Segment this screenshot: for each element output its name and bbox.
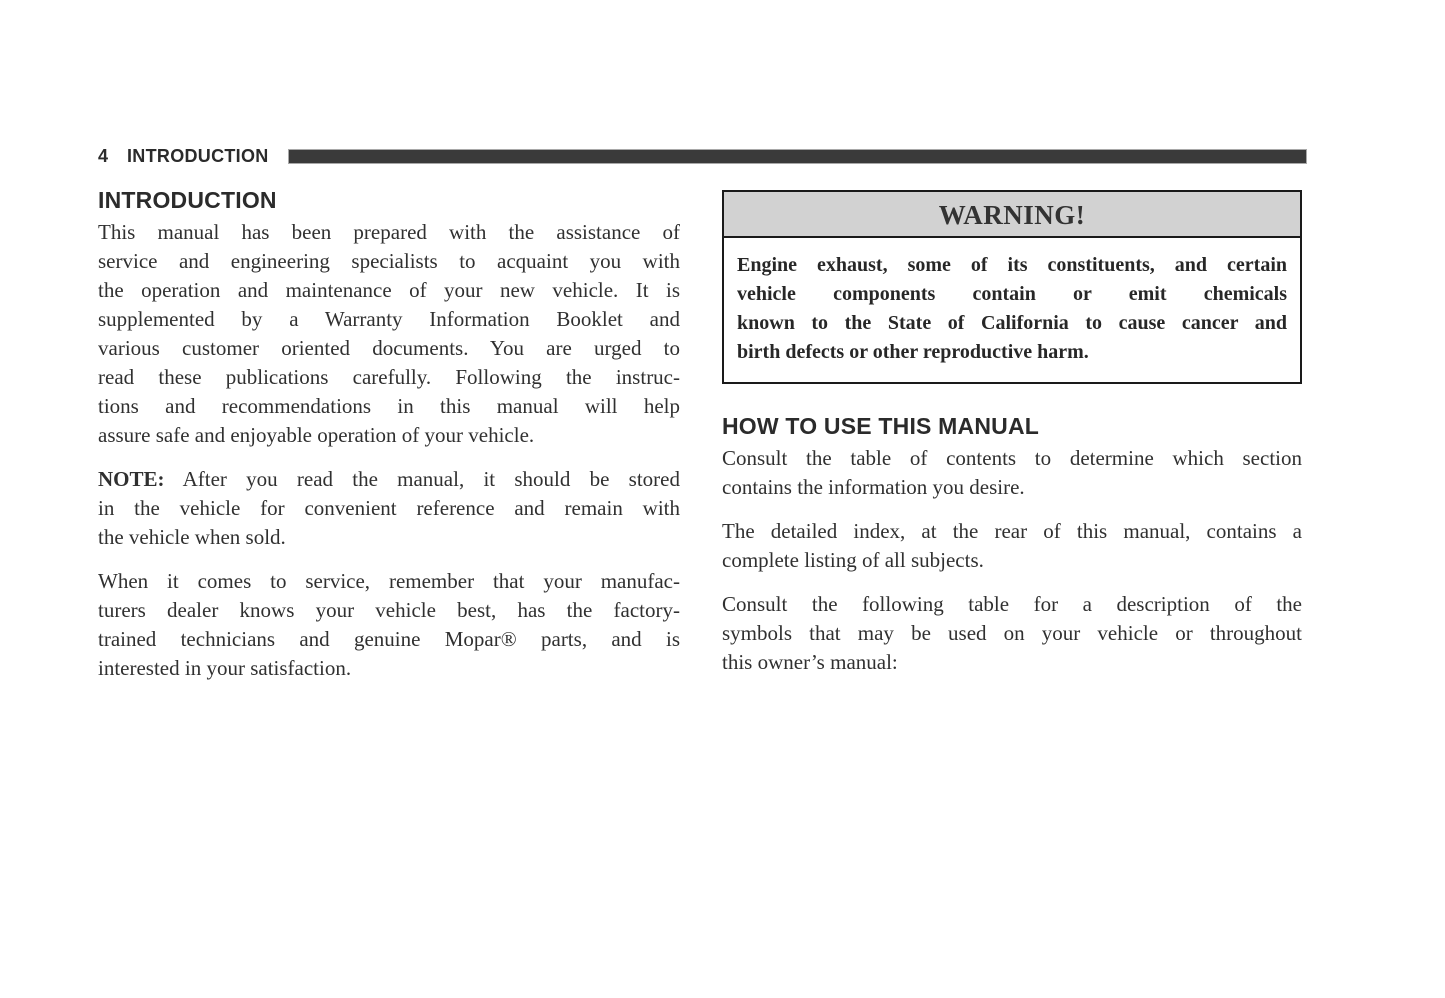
text-line: supplemented by a Warranty Information Booklet and — [98, 307, 680, 331]
text-line: trained technicians and genuine Mopar® parts, and is — [98, 627, 680, 651]
how-to-use-heading: HOW TO USE THIS MANUAL — [722, 413, 1040, 439]
right-column — [722, 190, 1302, 692]
page-number: 4 — [98, 146, 109, 166]
text-line: tions and recommendations in this manual will help — [98, 394, 680, 418]
text-line: Engine exhaust, some of its constituents, and certain — [737, 254, 1287, 276]
text-line: Consult the following table for a description of the — [722, 592, 1302, 616]
text-line: service and engineering specialists to acquaint you with — [98, 249, 680, 273]
text-line: vehicle components contain or emit chemicals — [737, 283, 1287, 305]
text-line: interested in your satisfaction. — [98, 656, 352, 680]
text-line: This manual has been prepared with the assistance of — [98, 220, 680, 244]
header-section-title: INTRODUCTION — [127, 146, 269, 166]
text-line: known to the State of California to cause cancer and — [737, 312, 1287, 334]
warning-title: WARNING! — [724, 192, 1300, 238]
text-line: The detailed index, at the rear of this manual, contains a — [722, 519, 1302, 543]
note-paragraph — [98, 465, 680, 552]
text-line: Consult the table of contents to determine which section — [722, 446, 1302, 470]
how-to-use-paragraph-3 — [722, 590, 1302, 677]
text-line: in the vehicle for convenient reference and remain with — [98, 496, 680, 520]
left-column — [98, 189, 680, 698]
how-to-use-paragraph-2 — [722, 517, 1302, 575]
introduction-heading: INTRODUCTION — [98, 187, 277, 213]
text-line: this owner’s manual: — [722, 650, 898, 674]
text-line: symbols that may be used on your vehicle or throughout — [722, 621, 1302, 645]
how-to-use-paragraph-1 — [722, 444, 1302, 502]
text-line: various customer oriented documents. You are urged to — [98, 336, 680, 360]
warning-body-text — [724, 238, 1300, 382]
text-line: contains the information you desire. — [722, 475, 1025, 499]
service-paragraph — [98, 567, 680, 683]
warning-box — [722, 190, 1302, 384]
text-line: assure safe and enjoyable operation of your vehicle. — [98, 423, 535, 447]
header-rule-bar — [288, 149, 1307, 164]
text-line: the operation and maintenance of your new vehicle. It is — [98, 278, 680, 302]
text-line: complete listing of all subjects. — [722, 548, 984, 572]
introduction-paragraph — [98, 218, 680, 450]
text-line: the vehicle when sold. — [98, 525, 286, 549]
text-line: read these publications carefully. Following the instruc- — [98, 365, 680, 389]
text-line: When it comes to service, remember that your manufac- — [98, 569, 680, 593]
text-line: birth defects or other reproductive harm. — [737, 341, 1089, 363]
text-line: NOTE: After you read the manual, it should be stored — [98, 467, 680, 491]
text-line: turers dealer knows your vehicle best, has the factory- — [98, 598, 680, 622]
